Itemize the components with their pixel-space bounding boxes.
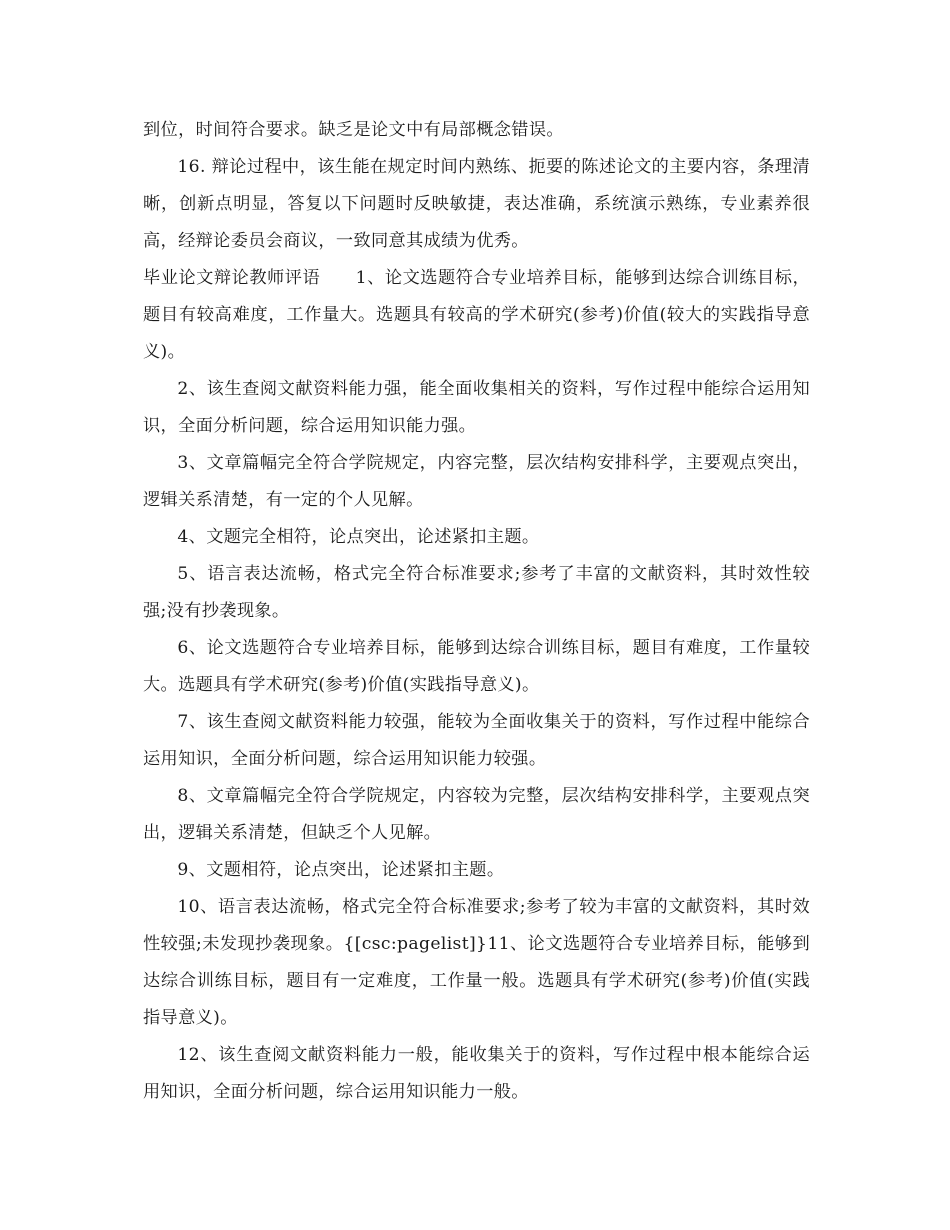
paragraph-item-8: 8、文章篇幅完全符合学院规定，内容较为完整，层次结构安排科学，主要观点突出，逻辑关系清楚，但缺乏个人见解。 [143, 786, 810, 843]
paragraph-continuation: 到位，时间符合要求。缺乏是论文中有局部概念错误。 [143, 120, 564, 140]
paragraph-item-6: 6、论文选题符合专业培养目标，能够到达综合训练目标，题目有难度，工作量较大。选题具有学术研究(参考)价值(实践指导意义)。 [143, 638, 810, 695]
paragraph-item-2: 2、该生查阅文献资料能力强，能全面收集相关的资料，写作过程中能综合运用知识，全面分析问题，综合运用知识能力强。 [143, 379, 810, 436]
paragraph-item-10-11: 10、语言表达流畅，格式完全符合标准要求;参考了较为丰富的文献资料，其时效性较强;未发现抄袭现象。{[csc:pagelist]}11、论文选题符合专业培养目标，能够到达综合训练目标，题目有一定难度，工作量一般。选题具有学术研究(参考)价值(实践指导意义)。 [143, 897, 810, 1028]
paragraph-section-heading: 毕业论文辩论教师评语 1、论文选题符合专业培养目标，能够到达综合训练目标，题目有较高难度，工作量大。选题具有较高的学术研究(参考)价值(较大的实践指导意义)。 [143, 268, 810, 362]
paragraph-item-9: 9、文题相符，论点突出，论述紧扣主题。 [177, 860, 505, 880]
paragraph-item-7: 7、该生查阅文献资料能力较强，能较为全面收集关于的资料，写作过程中能综合运用知识，全面分析问题，综合运用知识能力较强。 [143, 712, 810, 769]
paragraph-item-3: 3、文章篇幅完全符合学院规定，内容完整，层次结构安排科学，主要观点突出，逻辑关系清楚，有一定的个人见解。 [143, 453, 810, 510]
paragraph-item-12: 12、该生查阅文献资料能力一般，能收集关于的资料，写作过程中根本能综合运用知识，全面分析问题，综合运用知识能力一般。 [143, 1045, 810, 1102]
paragraph-item-4: 4、文题完全相符，论点突出，论述紧扣主题。 [177, 527, 540, 547]
paragraph-item-5: 5、语言表达流畅，格式完全符合标准要求;参考了丰富的文献资料，其时效性较强;没有抄袭现象。 [143, 564, 810, 621]
paragraph-item-16: 16. 辩论过程中，该生能在规定时间内熟练、扼要的陈述论文的主要内容，条理清晰，创新点明显，答复以下问题时反映敏捷，表达准确，系统演示熟练，专业素养很高，经辩论委员会商议，一致同意其成绩为优秀。 [143, 157, 810, 251]
